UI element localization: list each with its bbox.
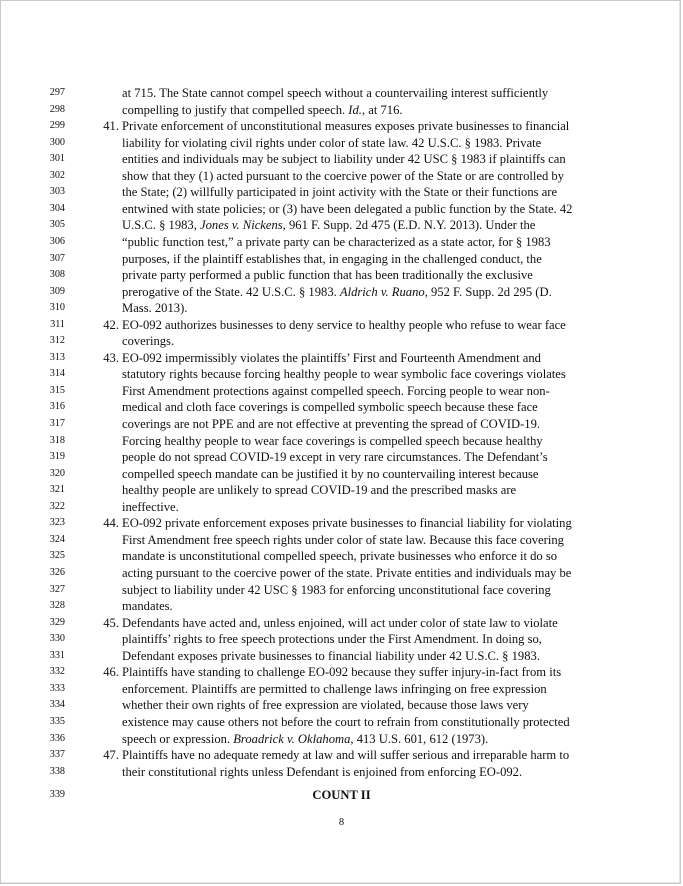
pleading-line xyxy=(1,251,682,268)
line-number: 314 xyxy=(49,368,65,380)
paragraph-number: 47. xyxy=(103,748,119,762)
line-text: private party performed a public function that has been traditionally the exclusive xyxy=(122,268,533,283)
pleading-line xyxy=(1,168,682,185)
line-number: 317 xyxy=(49,418,65,429)
line-number: 309 xyxy=(49,285,65,297)
line-number: 307 xyxy=(49,252,65,264)
line-text: Mass. 2013). xyxy=(122,301,188,316)
pleading-line xyxy=(1,449,682,466)
pleading-line xyxy=(1,548,682,565)
line-text: acting pursuant to the coercive power of the state. Private entities and individuals may be xyxy=(122,566,572,580)
pleading-line xyxy=(1,466,682,483)
page-number: 8 xyxy=(338,817,345,828)
paragraph-number: 46. xyxy=(103,665,119,680)
pleading-line xyxy=(1,515,682,532)
line-number: 334 xyxy=(49,699,65,711)
line-text: their constitutional rights unless Defendant is enjoined from enforcing EO-092. xyxy=(122,764,523,779)
line-text: liability for violating civil rights under color of state law. 42 U.S.C. § 1983. Private xyxy=(122,135,542,150)
line-number: 306 xyxy=(49,236,65,247)
pleading-line xyxy=(1,284,682,301)
paragraph-number: 43. xyxy=(103,350,119,365)
pleading-line xyxy=(1,333,682,350)
line-text: medical and cloth face coverings is compelled symbolic speech because these face xyxy=(122,400,538,415)
line-text: compelling to justify that compelled speech. Id., at 716. xyxy=(122,102,403,117)
pleading-line xyxy=(1,714,682,731)
pleading-line xyxy=(1,433,682,450)
pleading-line xyxy=(1,648,682,665)
line-number: 316 xyxy=(49,401,65,413)
line-text: First Amendment free speech rights under color of state law. Because this face covering xyxy=(122,532,564,547)
line-number: 301 xyxy=(49,153,65,165)
line-text: compelled speech mandate can be justified it by no countervailing interest because xyxy=(122,466,539,481)
line-text: subject to liability under 42 USC § 1983 for enforcing unconstitutional face covering xyxy=(122,582,551,597)
line-text: existence may cause others not before the court to refrain from constitutionally protected xyxy=(122,714,570,729)
line-number: 319 xyxy=(49,451,65,463)
pleading-line xyxy=(1,366,682,383)
line-number: 300 xyxy=(49,136,65,148)
line-text: coverings. xyxy=(122,334,175,349)
line-text: mandate is unconstitutional compelled speech, private businesses who enforce it do so xyxy=(122,549,558,564)
count-heading: COUNT II xyxy=(312,788,371,802)
line-number: 332 xyxy=(49,666,65,678)
line-number: 299 xyxy=(49,120,65,132)
line-text: EO-092 authorizes businesses to deny service to healthy people who refuse to wear face xyxy=(122,317,566,332)
line-number: 327 xyxy=(49,583,65,595)
line-text: statutory rights because forcing healthy people to wear symbolic face coverings violates xyxy=(122,367,566,382)
pleading-line xyxy=(1,300,682,317)
pleading-line xyxy=(1,747,682,764)
line-text: enforcement. Plaintiffs are permitted to challenge laws infringing on free expression xyxy=(122,681,547,696)
line-number: 297 xyxy=(49,87,65,98)
line-text: at 715. The State cannot compel speech without a countervailing interest sufficiently xyxy=(122,86,549,100)
line-text: the State; (2) willfully participated in joint activity with the State or their functions are xyxy=(122,185,558,200)
line-number: 323 xyxy=(49,517,65,529)
line-text: healthy people are unlikely to spread COVID-19 and the prescribed masks are xyxy=(122,483,517,498)
line-number: 311 xyxy=(50,318,65,330)
pleading-line xyxy=(1,416,682,433)
line-number: 326 xyxy=(49,567,65,578)
pleading-line xyxy=(1,565,682,582)
line-number: 329 xyxy=(49,616,65,628)
line-text: U.S.C. § 1983, Jones v. Nickens, 961 F. Supp. 2d 475 (E.D. N.Y. 2013). Under the xyxy=(122,218,536,233)
pleading-line xyxy=(1,217,682,234)
line-number: 302 xyxy=(49,169,65,181)
line-text: show that they (1) acted pursuant to the coercive power of the State or are controlled by xyxy=(122,168,565,183)
line-number: 337 xyxy=(49,749,65,760)
paragraph-number: 45. xyxy=(103,615,119,630)
pleading-line xyxy=(1,399,682,416)
line-number: 338 xyxy=(49,765,65,777)
line-text: coverings are not PPE and are not effective at preventing the spread of COVID-19. xyxy=(122,417,541,431)
line-number: 330 xyxy=(49,633,65,645)
pleading-line xyxy=(1,267,682,284)
line-text: Defendants have acted and, unless enjoined, will act under color of state law to violate xyxy=(122,615,558,630)
pleading-line xyxy=(1,234,682,251)
line-number: 304 xyxy=(49,202,65,214)
line-text: Plaintiffs have no adequate remedy at law and will suffer serious and irreparable harm to xyxy=(122,748,570,762)
pleading-line xyxy=(1,350,682,367)
pleading-line xyxy=(1,664,682,681)
line-text: EO-092 private enforcement exposes private businesses to financial liability for violating xyxy=(122,516,572,531)
line-number: 325 xyxy=(49,550,65,562)
line-number: 333 xyxy=(49,682,65,694)
line-text: Defendant exposes private businesses to financial liability under 42 U.S.C. § 1983. xyxy=(122,648,540,663)
pleading-line xyxy=(1,615,682,632)
pleading-line xyxy=(1,383,682,400)
line-number: 335 xyxy=(49,715,65,727)
pleading-line xyxy=(1,482,682,499)
pleading-line xyxy=(1,118,682,135)
line-text: Forcing healthy people to wear face coverings is compelled speech because healthy xyxy=(122,433,543,448)
line-number: 336 xyxy=(49,732,65,744)
pleading-line xyxy=(1,102,682,119)
paragraph-number: 41. xyxy=(103,119,119,134)
pleading-line xyxy=(1,317,682,334)
line-text: whether their own rights of free expression are violated, because those laws very xyxy=(122,698,529,713)
pleading-line xyxy=(1,697,682,714)
line-text: mandates. xyxy=(122,599,173,614)
pleading-line xyxy=(1,85,682,102)
line-text: entities and individuals may be subject to liability under 42 USC § 1983 if plaintiffs can xyxy=(122,152,566,167)
pleading-line xyxy=(1,184,682,201)
line-text: Private enforcement of unconstitutional measures exposes private businesses to financial xyxy=(122,119,570,134)
pleading-line xyxy=(1,764,682,781)
line-number: 313 xyxy=(49,351,65,363)
line-number: 321 xyxy=(49,484,65,496)
line-text: First Amendment protections against compelled speech. Forcing people to wear non- xyxy=(122,383,550,398)
line-number: 328 xyxy=(49,600,65,612)
line-text: speech or expression. Broadrick v. Oklahoma, 413 U.S. 601, 612 (1973). xyxy=(122,731,489,746)
pleading-line xyxy=(1,731,682,748)
line-text: “public function test,” a private party can be characterized as a state actor, for § 1983 xyxy=(122,235,551,249)
pleading-line xyxy=(1,598,682,615)
line-number: 324 xyxy=(49,533,65,545)
line-number: 322 xyxy=(49,500,65,512)
line-number: 308 xyxy=(49,269,65,281)
pleading-line xyxy=(1,499,682,516)
line-number: 303 xyxy=(49,186,65,198)
line-number: 298 xyxy=(49,103,65,115)
paragraph-number: 44. xyxy=(103,516,119,531)
line-number: 305 xyxy=(49,219,65,231)
paragraph-number: 42. xyxy=(103,317,119,332)
pleading-line xyxy=(1,201,682,218)
pleading-line xyxy=(1,631,682,648)
line-number: 318 xyxy=(49,434,65,446)
line-text: EO-092 impermissibly violates the plaintiffs’ First and Fourteenth Amendment and xyxy=(122,350,541,365)
line-number: 315 xyxy=(49,384,65,396)
pleading-line xyxy=(1,582,682,599)
line-text: Plaintiffs have standing to challenge EO-092 because they suffer injury-in-fact from its xyxy=(122,665,562,680)
line-number: 320 xyxy=(49,467,65,479)
line-number: 310 xyxy=(49,302,65,314)
pleading-line xyxy=(1,151,682,168)
heading-row xyxy=(1,787,682,804)
line-number: 312 xyxy=(49,335,65,347)
line-number: 339 xyxy=(49,789,65,800)
line-text: entwined with state policies; or (3) have been delegated a public function by the State. 42 xyxy=(122,201,573,216)
pleading-line xyxy=(1,681,682,698)
line-text: plaintiffs’ rights to free speech protections under the First Amendment. In doing so, xyxy=(122,632,542,647)
line-text: people do not spread COVID-19 except in very rare circumstances. The Defendant’s xyxy=(122,450,548,465)
line-text: purposes, if the plaintiff establishes that, in engaging in the challenged conduct, the xyxy=(122,251,542,266)
line-text: ineffective. xyxy=(122,499,179,514)
line-text: prerogative of the State. 42 U.S.C. § 1983. Aldrich v. Ruano, 952 F. Supp. 2d 295 (D. xyxy=(122,284,552,299)
pleading-line xyxy=(1,532,682,549)
pleading-line xyxy=(1,135,682,152)
line-number: 331 xyxy=(49,649,65,661)
